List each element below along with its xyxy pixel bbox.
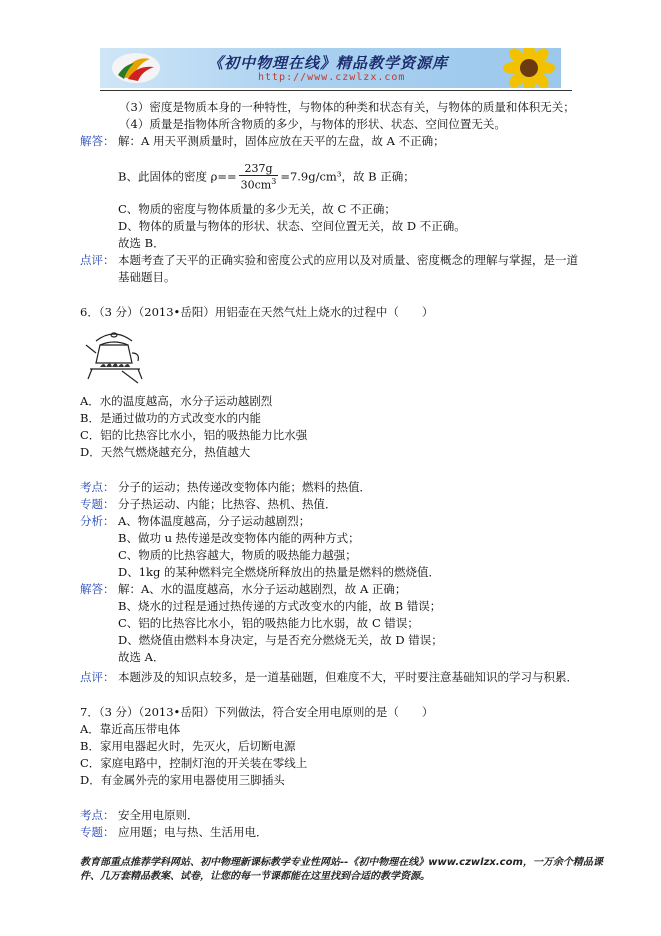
answer-label: 解答： [80,134,115,148]
header-title: 《初中物理在线》精品教学资源库 [208,54,449,72]
answer-choice: 故选 A． [118,650,165,664]
header-rule [100,90,572,91]
comment-label: 点评： [80,670,115,684]
zhuanti-text: 分子热运动、内能；比热容、热机、热值． [118,497,337,511]
text-line: （3）密度是物质本身的一种特性，与物体的种类和状态有关，与物体的质量和体积无关； [119,100,575,114]
analysis-line: B、做功 u 热传递是改变物体内能的两种方式； [118,531,360,545]
comment-text: 基础题目。 [118,270,176,284]
text-line: D、物体的质量与物体的形状、状态、空间位置无关，故 D 不正确。 [118,219,466,233]
fraction [239,163,279,192]
option-b: B．家用电器起火时，先灭火，后切断电源 [80,739,296,753]
zhuanti-label: 专题： [80,497,115,511]
option-d: D．有金属外壳的家用电器使用三脚插头 [80,773,285,787]
kaodian-text: 安全用电原则． [118,808,199,822]
answer-line: 解：A、水的温度越高，水分子运动越剧烈，故 A 正确； [118,582,407,596]
formula-prefix: B、此固体的密度 ρ== [118,169,237,184]
answer-label: 解答： [80,582,115,596]
text-line: C、物质的密度与物体质量的多少无关，故 C 不正确； [118,202,396,216]
formula-suffix: =7.9g/cm³，故 B 正确； [280,169,415,184]
kettle-on-stove-illustration [82,327,148,385]
option-b: B．是通过做功的方式改变水的内能 [80,411,261,425]
comment-label: 点评： [80,253,115,267]
answer-text: 解：A 用天平测质量时，固体应放在天平的左盘，故 A 不正确； [118,134,445,148]
sunflower-icon [495,48,555,88]
density-formula [118,163,415,192]
fenxi-label: 分析： [80,514,115,528]
question-stem: 7．（3 分）（2013•岳阳）下列做法，符合安全用电原则的是（ ） [80,705,434,719]
analysis-line: C、物质的比热容越大，物质的吸热能力越强； [118,548,357,562]
option-d: D．天然气燃烧越充分，热值越大 [80,445,251,459]
answer-line: B、烧水的过程是通过热传递的方式改变水的内能，故 B 错误； [118,599,442,613]
answer-line: D、燃烧值由燃料本身决定，与是否充分燃烧无关，故 D 错误； [118,633,443,647]
site-logo-icon [110,51,162,85]
comment-text: 本题涉及的知识点较多，是一道基础题，但难度不大，平时要注意基础知识的学习与积累． [118,670,578,684]
option-c: C．铝的比热容比水小，铝的吸热能力比水强 [80,428,308,442]
header-banner [100,48,561,88]
fraction-numerator: 237g [239,163,279,176]
option-a: A．靠近高压带电体 [80,722,181,736]
answer-choice: 故选 B． [118,236,165,250]
question-stem: 6．（3 分）（2013•岳阳）用铝壶在天然气灶上烧水的过程中（ ） [80,305,434,319]
analysis-line: D、1kg 的某种燃料完全燃烧所释放出的热量是燃料的燃烧值． [118,565,441,579]
comment-text: 本题考查了天平的正确实验和密度公式的应用以及对质量、密度概念的理解与掌握，是一道 [118,253,578,267]
fraction-denominator: $30cm^3$ [240,177,277,192]
footer-line: 件、几万套精品教案、试卷，让您的每一节课都能在这里找到合适的教学资源。 [80,871,430,882]
option-c: C．家庭电路中，控制灯泡的开关装在零线上 [80,756,308,770]
analysis-line: A、物体温度越高，分子运动越剧烈； [118,514,311,528]
text-line: （4）质量是指物体所含物质的多少，与物体的形状、状态、空间位置无关。 [119,117,506,131]
zhuanti-text: 应用题；电与热、生活用电． [118,825,268,839]
kaodian-text: 分子的运动；热传递改变物体内能；燃料的热值． [118,480,371,494]
footer-line: 教育部重点推荐学科网站、初中物理新课标教学专业性网站--《初中物理在线》www.czwlzx.com，一万余个精品课 [80,857,603,868]
option-a: A．水的温度越高，水分子运动越剧烈 [80,394,273,408]
answer-line: C、铝的比热容比水小，铝的吸热能力比水弱，故 C 错误； [118,616,419,630]
header-url[interactable]: http://www.czwlzx.com [258,72,406,83]
kaodian-label: 考点： [80,480,115,494]
zhuanti-label: 专题： [80,825,115,839]
kaodian-label: 考点： [80,808,115,822]
